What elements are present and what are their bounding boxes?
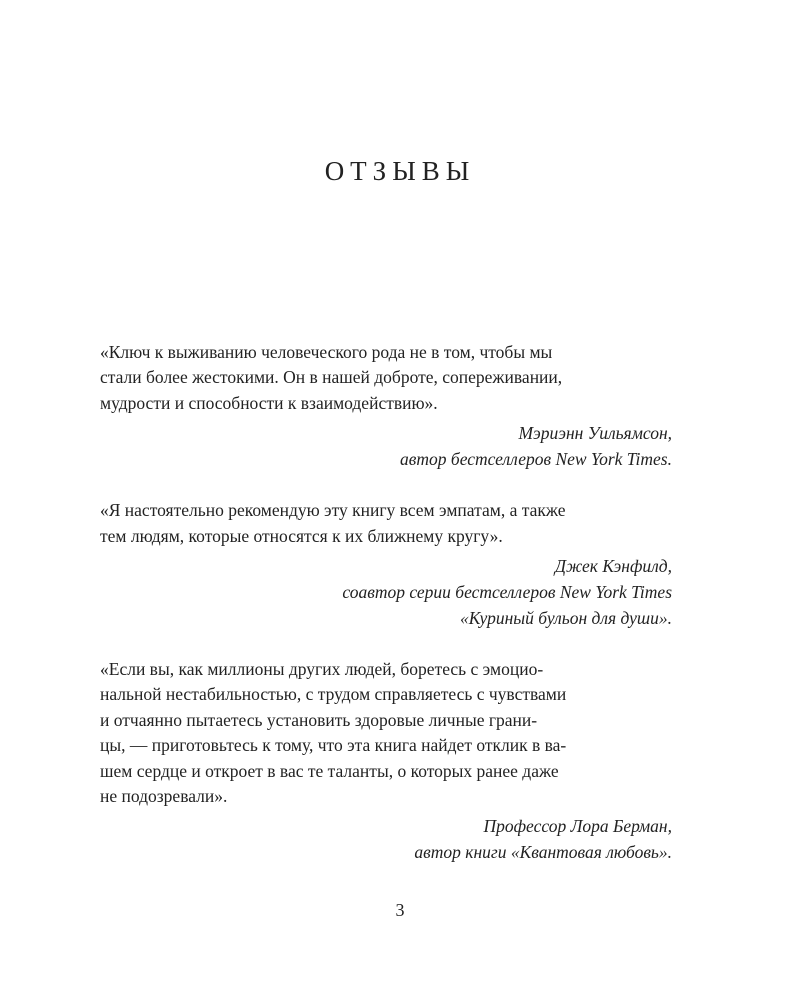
review-quote <box>100 657 672 809</box>
review-canfield <box>100 498 672 631</box>
quote-line: тем людям, которые относятся к их ближнему кругу». <box>100 525 503 546</box>
quote-line: «Если вы, как миллионы других людей, боретесь с эмоцио- <box>100 659 544 680</box>
attribution-credential: соавтор серии бестселлеров New York Times <box>342 582 672 603</box>
attribution-author: Профессор Лора Берман, <box>483 816 672 837</box>
review-berman <box>100 657 672 865</box>
page-number: 3 <box>395 900 405 920</box>
quote-line: «Я настоятельно рекомендую эту книгу всем эмпатам, а также <box>100 500 566 521</box>
page-title: ОТЗЫВЫ <box>324 156 476 186</box>
reviews-list <box>100 340 672 891</box>
quote-line: нальной нестабильностью, с трудом справляетесь с чувствами <box>100 684 567 705</box>
attribution-credential: «Куриный бульон для души». <box>459 608 672 629</box>
quote-line: мудрости и способности к взаимодействию». <box>100 392 438 413</box>
attribution-author: Джек Кэнфилд, <box>554 556 672 577</box>
quote-line: «Ключ к выживанию человеческого рода не в том, чтобы мы <box>100 342 553 362</box>
review-attribution <box>100 553 672 631</box>
quote-line: шем сердце и откроет в вас те таланты, о которых ранее даже <box>100 760 559 781</box>
attribution-credential: автор бестселлеров New York Times. <box>400 449 672 470</box>
attribution-credential: автор книги «Квантовая любовь». <box>414 842 672 863</box>
quote-line: не подозревали». <box>100 786 228 807</box>
quote-line: стали более жестокими. Он в нашей доброте, сопереживании, <box>100 367 563 388</box>
review-attribution <box>100 813 672 865</box>
review-attribution <box>100 420 672 472</box>
quote-line: и отчаянно пытаетесь установить здоровые личные грани- <box>100 709 538 730</box>
quote-line: цы, — приготовьтесь к тому, что эта книга найдет отклик в ва- <box>100 735 567 756</box>
review-williamson <box>100 340 672 472</box>
attribution-author: Мэриэнн Уильямсон, <box>518 423 672 444</box>
review-quote <box>100 498 672 549</box>
review-quote <box>100 340 672 416</box>
